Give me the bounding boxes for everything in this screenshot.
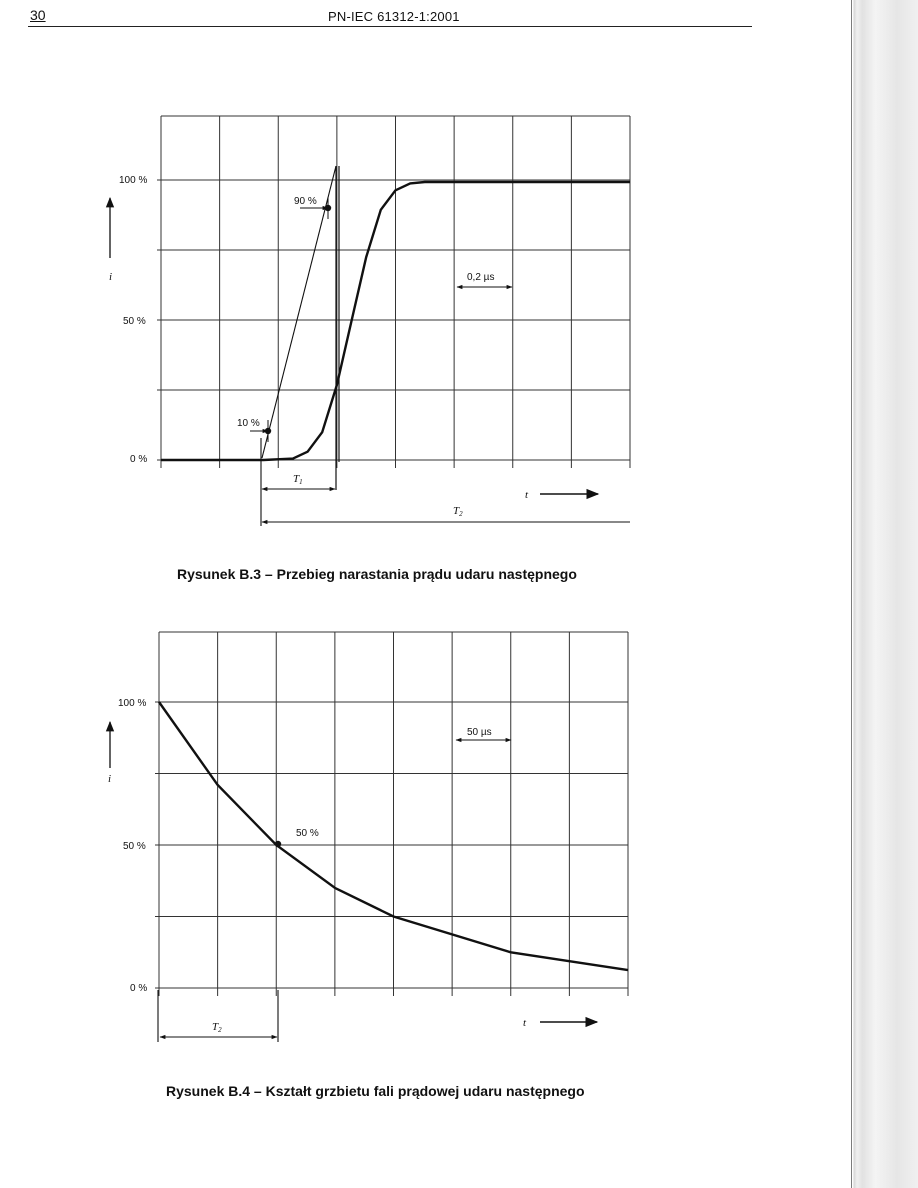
page-number: 30 [30, 7, 46, 23]
t2-label-b3: T2 [453, 505, 463, 518]
figure-b3 [109, 116, 630, 526]
t2-label-b4: T2 [212, 1021, 222, 1034]
label-10-b3: 10 % [237, 418, 260, 429]
y-tick-0-b3: 0 % [130, 454, 148, 465]
grid-b3 [157, 116, 630, 468]
figure-b4 [108, 632, 628, 1042]
y-tick-100-b4: 100 % [118, 698, 147, 709]
standard-identifier: PN-IEC 61312-1:2001 [328, 9, 460, 24]
scale-label-b3: 0,2 µs [467, 272, 495, 283]
scale-label-b4: 50 µs [467, 727, 492, 738]
figure-b4-caption: Rysunek B.4 – Kształt grzbietu fali prądowej udaru następnego [166, 1083, 585, 1099]
y-axis-b3 [109, 198, 112, 283]
grid-b4 [155, 632, 628, 996]
y-axis-b4 [108, 722, 111, 785]
y-axis-symbol-b4: i [108, 773, 112, 785]
label-90-b3: 90 % [294, 196, 317, 207]
tangent-line-b3 [262, 166, 336, 458]
y-tick-50-b3: 50 % [123, 316, 146, 327]
y-tick-50-b4: 50 % [123, 841, 146, 852]
point-50-b4 [275, 841, 281, 847]
y-tick-0-b4: 0 % [130, 983, 148, 994]
y-axis-symbol-b3: i [109, 271, 113, 283]
x-axis-symbol-b3: t [525, 489, 529, 501]
figure-b3-caption: Rysunek B.3 – Przebieg narastania prądu udaru następnego [177, 566, 577, 582]
t1-label-b3: T1 [293, 473, 303, 486]
label-50-b4: 50 % [296, 828, 319, 839]
x-axis-symbol-b4: t [523, 1017, 527, 1029]
y-tick-100-b3: 100 % [119, 175, 148, 186]
